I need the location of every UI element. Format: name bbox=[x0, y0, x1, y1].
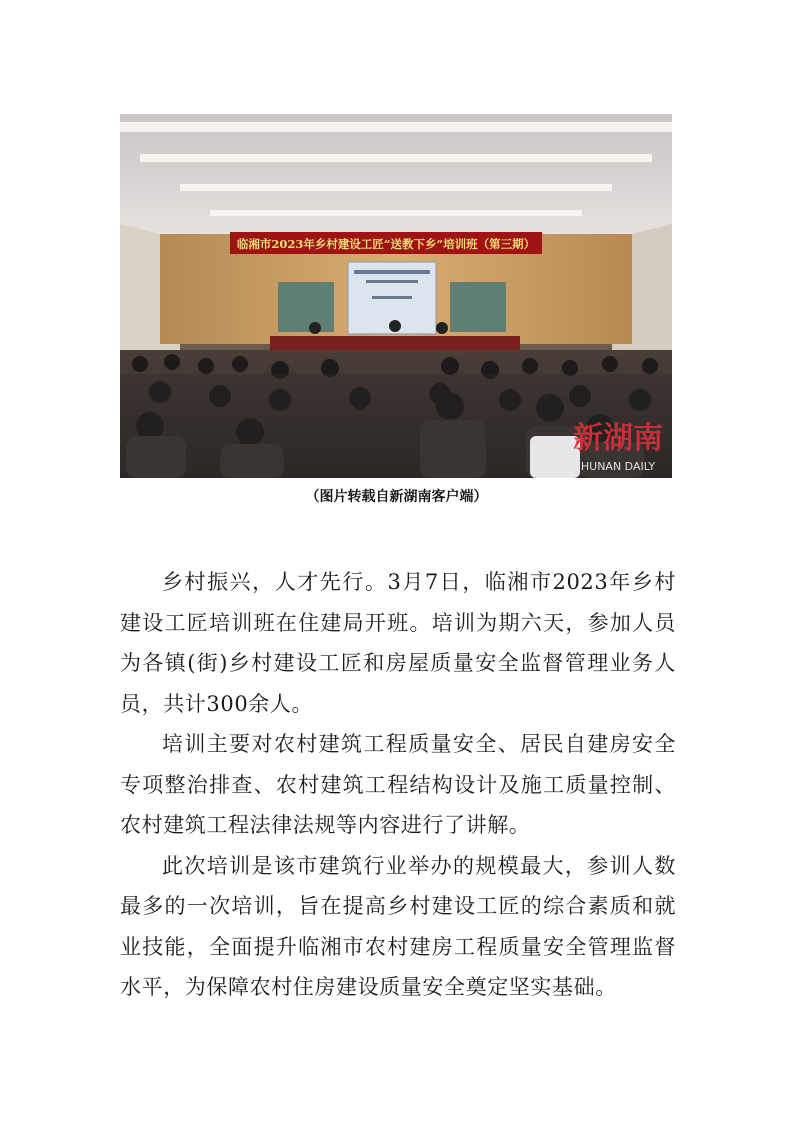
paragraph-3: 此次培训是该市建筑行业举办的规模最大，参训人数最多的一次培训，旨在提高乡村建设工匠的综合素质和就业技能，全面提升临湘市农村建房工程质量安全管理监督水平，为保障农村住房建设质量安全奠定坚实基础。 bbox=[120, 853, 676, 999]
watermark-subtext: HUNAN DAILY bbox=[580, 460, 656, 473]
training-photo bbox=[120, 114, 672, 478]
banner-text: 临湘市2023年乡村建设工匠“送教下乡”培训班（第三期） bbox=[236, 237, 536, 251]
article-body bbox=[120, 562, 676, 1008]
watermark-logo: 新湖南 bbox=[573, 421, 663, 456]
photo-caption: （图片转载自新湖南客户端） bbox=[305, 489, 488, 505]
paragraph-1: 乡村振兴，人才先行。3月7日，临湘市2023年乡村建设工匠培训班在住建局开班。培训为期六天，参加人员为各镇(街)乡村建设工匠和房屋质量安全监督管理业务人员，共计300余人。 bbox=[120, 570, 676, 716]
paragraph-2: 培训主要对农村建筑工程质量安全、居民自建房安全专项整治排查、农村建筑工程结构设计及施工质量控制、农村建筑工程法律法规等内容进行了讲解。 bbox=[120, 732, 676, 837]
